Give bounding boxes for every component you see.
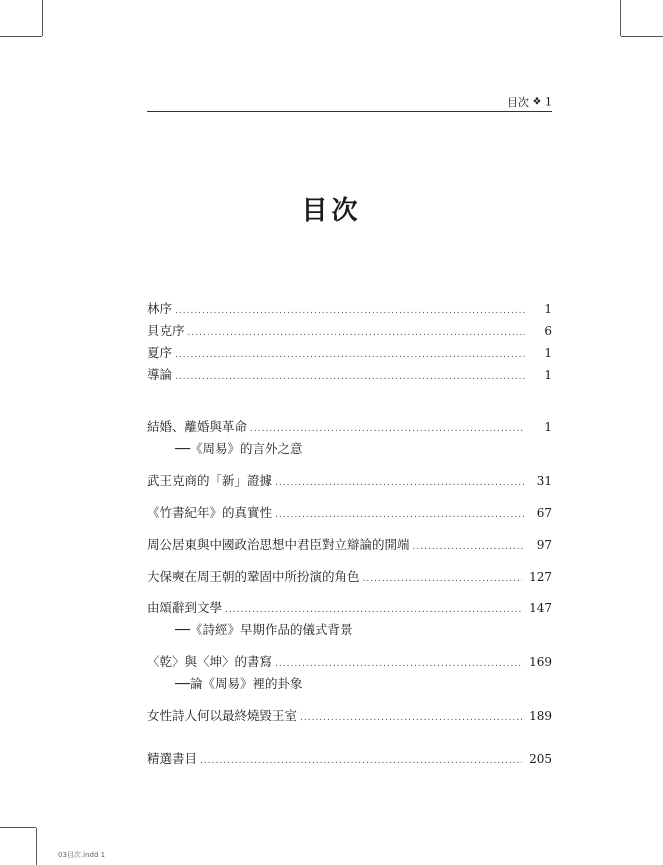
toc-entry-page: 97 xyxy=(536,538,552,552)
dot-leader xyxy=(275,504,525,526)
toc-entry-page: 169 xyxy=(529,655,552,669)
toc-chapters-7 xyxy=(147,651,552,695)
toc-chapters-2 xyxy=(147,470,552,492)
indd-slug: 03目次.indd 1 xyxy=(58,851,106,859)
toc-entry-label: 結婚、離婚與革命 xyxy=(147,419,248,434)
crop-mark-top-left-h xyxy=(0,36,42,37)
running-title: 目次 xyxy=(507,96,530,109)
toc-entry-lin-preface[interactable] xyxy=(147,298,552,320)
toc-chapters-6 xyxy=(147,597,552,641)
toc-entry-page: 1 xyxy=(544,302,552,316)
toc-entry-chapter-6[interactable] xyxy=(147,597,552,619)
toc-entry-page: 67 xyxy=(536,506,552,520)
dot-leader xyxy=(413,536,525,558)
toc-front-matter xyxy=(147,298,552,386)
dot-leader xyxy=(175,366,525,388)
toc-entry-label: 周公居東與中國政治思想中君臣對立辯論的開端 xyxy=(147,537,410,552)
toc-entry-page: 31 xyxy=(536,474,552,488)
toc-entry-bibliography[interactable] xyxy=(147,748,552,770)
toc-entry-page: 1 xyxy=(544,420,552,434)
toc-entry-label: 武王克商的「新」證據 xyxy=(147,473,273,488)
toc-entry-label: 大保奭在周王朝的鞏固中所扮演的角色 xyxy=(147,569,360,584)
dot-leader xyxy=(200,750,522,772)
dot-leader xyxy=(225,599,522,621)
toc-entry-page: 1 xyxy=(544,346,552,360)
toc-entry-page: 205 xyxy=(529,752,552,766)
toc-chapters-5 xyxy=(147,566,552,588)
toc-entry-label: 〈乾〉與〈坤〉的書寫 xyxy=(147,654,273,669)
dot-leader xyxy=(300,707,522,729)
toc-entry-label: 林序 xyxy=(147,301,173,316)
toc-entry-xia-preface[interactable] xyxy=(147,342,552,364)
toc-entry-chapter-3[interactable] xyxy=(147,502,552,524)
ornament-icon: ❖ xyxy=(532,96,542,108)
toc-entry-subtitle: ──《詩經》早期作品的儀式背景 xyxy=(175,622,353,637)
header-page-number: 1 xyxy=(545,95,552,109)
dot-leader xyxy=(188,322,525,344)
crop-mark-top-right-v xyxy=(620,0,621,36)
toc-entry-page: 127 xyxy=(529,570,552,584)
crop-mark-bottom-left-h xyxy=(0,827,36,828)
toc-chapters xyxy=(147,416,552,460)
toc-chapters-3 xyxy=(147,502,552,524)
toc-entry-label: 夏序 xyxy=(147,345,173,360)
toc-entry-chapter-8[interactable] xyxy=(147,705,552,727)
toc-entry-chapter-1[interactable] xyxy=(147,416,552,438)
toc-chapters-4 xyxy=(147,534,552,556)
toc-entry-page: 1 xyxy=(544,368,552,382)
dot-leader xyxy=(363,568,523,590)
toc-entry-page: 147 xyxy=(529,601,552,615)
header-rule xyxy=(147,111,552,112)
crop-mark-top-left-v xyxy=(42,0,43,36)
toc-entry-label: 貝克序 xyxy=(147,323,185,338)
toc-back-matter xyxy=(147,748,552,770)
toc-entry-chapter-4[interactable] xyxy=(147,534,552,556)
toc-entry-chapter-7[interactable] xyxy=(147,651,552,673)
toc-entry-chapter-2[interactable] xyxy=(147,470,552,492)
dot-leader xyxy=(275,472,525,494)
toc-entry-page: 6 xyxy=(544,324,552,338)
running-header xyxy=(147,94,552,110)
crop-mark-top-right-h xyxy=(621,36,663,37)
toc-entry-subtitle: ──《周易》的言外之意 xyxy=(175,441,303,456)
dot-leader xyxy=(275,653,522,675)
toc-entry-page: 189 xyxy=(529,709,552,723)
dot-leader xyxy=(250,418,525,440)
toc-chapters-8 xyxy=(147,705,552,727)
crop-mark-bottom-left-v xyxy=(36,828,37,865)
dot-leader xyxy=(175,300,525,322)
toc-entry-label: 導論 xyxy=(147,367,173,382)
toc-entry-baker-preface[interactable] xyxy=(147,320,552,342)
dot-leader xyxy=(175,344,525,366)
toc-entry-label: 由頌辭到文學 xyxy=(147,600,223,615)
page-title: 目次 xyxy=(301,196,362,226)
toc-entry-introduction[interactable] xyxy=(147,364,552,386)
toc-entry-label: 《竹書紀年》的真實性 xyxy=(147,505,273,520)
toc-entry-label: 精選書目 xyxy=(147,751,198,766)
toc-entry-chapter-5[interactable] xyxy=(147,566,552,588)
toc-entry-subtitle: ──論《周易》裡的卦象 xyxy=(175,676,303,691)
toc-entry-label: 女性詩人何以最終燒毀王室 xyxy=(147,708,298,723)
